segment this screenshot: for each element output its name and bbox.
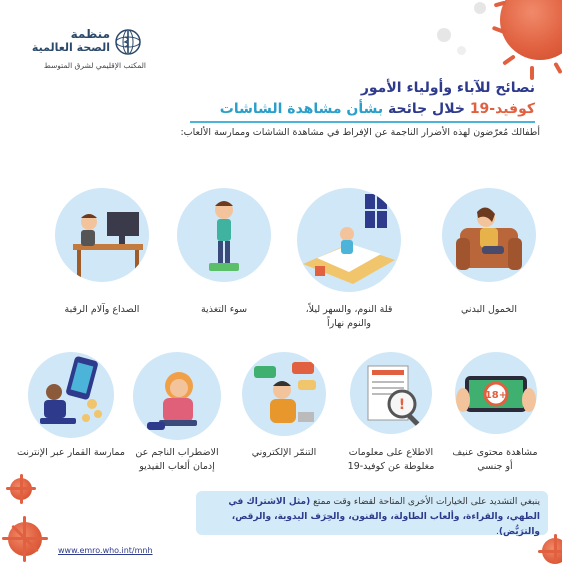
page-title — [190, 80, 535, 117]
illustration-sleep — [297, 188, 401, 292]
caption-inactivity: الخمول البدني — [461, 304, 517, 315]
regional-office-name: المكتب الإقليمي لشرق المتوسط — [43, 61, 146, 70]
decorative-dot — [474, 2, 486, 14]
caption-cyberbullying: التنمّر الإلكتروني — [251, 447, 317, 458]
illustration-cyberbullying — [242, 352, 326, 436]
caption-gambling: ممارسة القمار عبر الإنترنت — [16, 447, 126, 458]
child-on-armchair-icon — [442, 188, 536, 282]
advice-text — [196, 491, 548, 540]
intro-text: أطفالك مُعرّضون لهذه الأضرار الناجمة عن الإفراط في مشاهدة الشاشات وممارسة الألعاب: — [180, 127, 540, 138]
caption-sleep: قلة النوم، والسهر ليلاً، والنوم نهاراً — [305, 304, 393, 329]
title-line1: نصائح للآباء وأولياء الأمور — [360, 80, 535, 96]
illustration-inactivity — [442, 188, 536, 282]
advice-line2: الطهي، والقراءة، وألعاب الطاولة، والفنون، والحِرَف اليدوية، والرقص، والترَيُّض). — [231, 512, 540, 537]
child-on-bed-icon — [297, 188, 401, 292]
fake-news-magnifier-icon — [350, 352, 432, 434]
org-name-line2: الصحة العالمية — [31, 41, 110, 54]
crying-child-icon — [133, 352, 221, 440]
illustration-nutrition — [177, 188, 271, 282]
advice-box — [196, 491, 548, 535]
illustration-misinformation — [350, 352, 432, 434]
illustration-gaming-disorder — [133, 352, 221, 440]
svg-text:18+: 18+ — [484, 390, 508, 401]
title-line2: كوفيد-19 خلال جائحة بشأن مشاهدة الشاشات — [219, 101, 535, 117]
website-link[interactable]: www.emro.who.int/mnh — [58, 546, 153, 555]
org-name-line1: منظمة — [70, 27, 110, 41]
sad-child-with-chat-icon — [242, 352, 326, 436]
caption-nutrition: سوء التغذية — [200, 304, 248, 315]
advice-line1: ينبغي التشديد على الخيارات الأخرى المتاحة لقضاء وقت ممتع (مثل الاشتراك في — [228, 497, 540, 507]
illustration-gambling — [28, 352, 114, 438]
illustration-headache — [55, 188, 149, 282]
caption-misinformation: الاطلاع على معلومات مغلوطة عن كوفيد-19 — [347, 447, 435, 472]
who-emblem-icon — [114, 28, 142, 56]
caption-gaming-disorder: الاضطراب الناجم عن إدمان ألعاب الفيديو — [135, 447, 219, 472]
child-on-scale-icon — [177, 188, 271, 282]
title-divider — [190, 121, 535, 123]
caption-violent-content: مشاهدة محتوى عنيف أو جنسي — [452, 447, 538, 472]
child-with-phone-coins-icon — [28, 352, 114, 438]
child-at-computer-icon — [55, 188, 149, 282]
who-logo — [28, 28, 152, 72]
decorative-dot — [437, 28, 451, 42]
illustration-violent-content — [455, 352, 537, 434]
svg-text:!: ! — [398, 397, 406, 413]
decorative-dot — [457, 46, 466, 55]
tablet-18plus-icon — [455, 352, 537, 434]
caption-headache: الصداع وآلام الرقبة — [64, 304, 140, 315]
